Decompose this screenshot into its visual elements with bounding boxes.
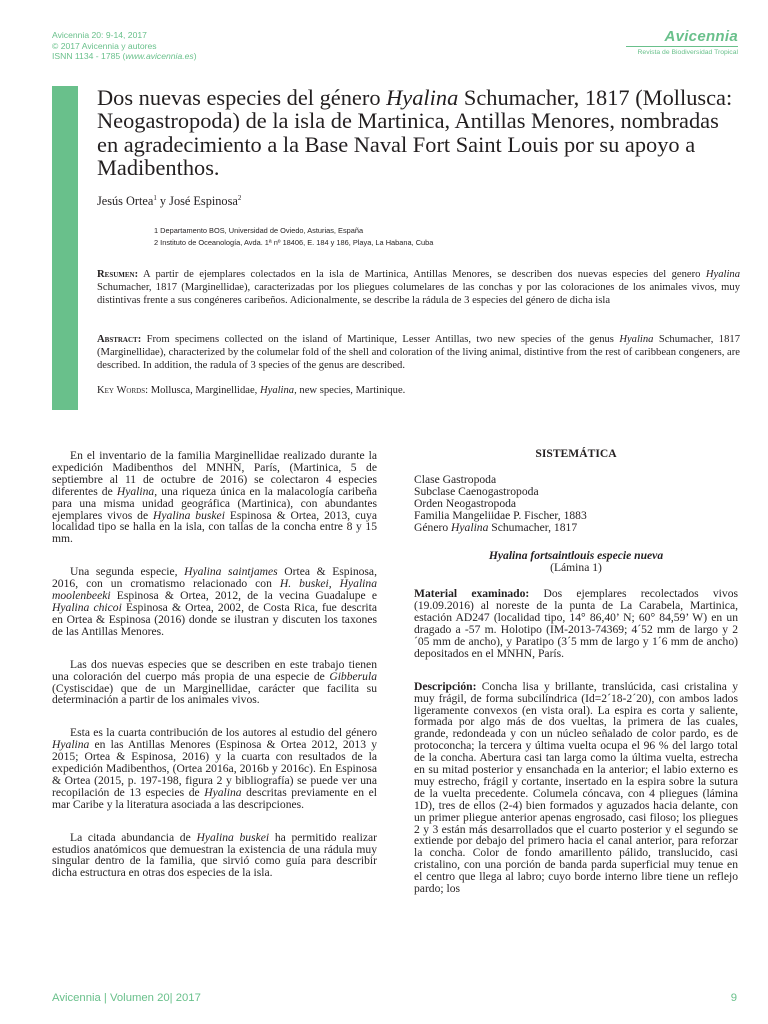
resumen-text: Schumacher, 1817 (Marginellidae), caracterizadas por los pliegues columelares de las conchas y por las coloraciones de los animales vivos, muy distintivas frente a sus congéneres caribeños. Adicionalmente, se describe la rádula de 3 especies del género de dicha isla [97,282,740,307]
issn-site-link[interactable]: www.avicennia.es [125,51,194,62]
resumen-block [97,268,740,308]
resumen-text: A partir de ejemplares colectados en la isla de Martinica, Antillas Menores, se describen dos nuevas especies del genero [138,269,706,280]
para-text: Espinosa & Ortea, 2002, de Costa Rica, fue descrita en Ortea & Espinosa (2016) donde se ilustran y discuten los taxones de las Antillas Menores. [52,600,378,638]
body-paragraph [52,727,377,810]
taxonomy-line: Familia Mangeliidae P. Fischer, 1883 [414,508,587,522]
genus-text: Género [414,520,452,534]
para-text: Esta es la cuarta contribución de los autores al estudio del género [70,726,377,740]
para-italic: H. buskei, Hyalina moolenbeeki [52,577,377,603]
brand-divider [626,46,738,47]
para-text: Espinosa & Ortea, 2012, de la vecina Guadalupe e [110,589,377,603]
article-title [97,86,737,179]
title-part: Schumacher, 1817 (Mollusca: Neogastropoda) de la isla de Martinica, Antillas Menores, nombradas en agradecimiento a la Base Naval Fort Saint Louis por su apoyo a Madibenthos. [97,85,733,180]
right-column [414,448,738,916]
para-text: descritas previamente en el mar Caribe y la literatura asociada a las descripciones. [52,785,377,811]
taxonomy-list [414,474,738,534]
para-text: La citada abundancia de [70,830,197,844]
abstract-block [97,333,740,373]
description-paragraph [414,681,738,895]
title-genus: Hyalina [386,85,459,110]
para-italic: Hyalina [204,785,242,799]
description-text: Concha lisa y brillante, translúcida, casi cristalina y muy frágil, de forma subcilíndrica (Id=2´18-2´20), con ambos lados ligeramente convexos (en vista oral). La espira es corta y saliente, formada por algo más de dos vueltas, la primera de las cuales, grande, redondeada y con un núcleo señalado de color pardo, es de protoconcha; la tercera y última vuelta ocupa el 96 % del largo total de la concha. Abertura casi tan larga como la última vuelta, estrecha en su mitad posterior y ensanchada en la anterior; el labio externo es muy estrecho, frágil y cortante, insertado en la espira sobre la sutura de la vuelta precedente. Columela cóncava, con 4 pliegues (lámina 1D), tres de ellos (2-4) bien formados y aguzados hacia delante, con un primer pliegue anterior apenas engrosado, casi filoso; los pliegues 2 y 3 están más desarrollados que el cuarto posterior y el segundo se extiende por debajo del primero hacia el canal anterior, para reforzar la concha. Color de fondo amarillento pálido, translucido, casi cristalino, con una porción de banda parda superficial muy tenue en el centro que llega al labro; cuyo borde interno libre tiene un reflejo pardo; los [414,679,738,896]
issn-text: ISNN 1134 - 1785 ( [52,51,126,62]
keywords-italic: Hyalina, [259,385,297,396]
author-affiliation-mark: 2 [237,194,242,202]
description-label: Descripción: [414,679,477,693]
keywords-block [97,384,740,397]
section-heading: SISTEMÁTICA [535,447,617,460]
abstract-label: Abstract: [97,334,142,345]
copyright-line: © 2017 Avicennia y autores [52,40,157,51]
author-affiliation-mark: 1 [153,194,157,202]
para-italic: Hyalina saintjames [184,565,278,579]
para-italic: Hyalina [52,738,90,752]
para-text: Ortea & Espinosa, 2016, con un cromatismo relacionado con [52,565,377,591]
issn-close: ) [193,51,197,62]
para-italic: Hyalina [116,484,155,498]
abstract-text: From specimens collected on the island of Martinique, Lesser Antillas, two new species of the genus [141,334,620,345]
taxonomy-line: Orden Neogastropoda [414,496,517,510]
affiliation-item: 1 Departamento BOS, Universidad de Oviedo, Asturias, España [154,226,364,235]
page-number: 9 [730,992,737,1004]
title-part: Dos nuevas especies del género [97,85,387,110]
resumen-italic: Hyalina [705,269,740,280]
para-text: En el inventario de la familia Marginellidae realizado durante la expedición Madibenthos del MNHN, París, (Martinica, 5 de septiembre al 11 de octubre de 2016) se colectaron 4 especies diferentes de [52,449,377,498]
footer-journal: Avicennia | Volumen 20| 2017 [52,992,201,1004]
keywords-text: Mollusca, Marginellidae, [148,385,260,396]
author-name: José Espinosa [169,194,238,209]
genus-italic: Hyalina [451,520,489,534]
taxonomy-line: Subclase Caenogastropoda [414,484,539,498]
para-text: en las Antillas Menores (Espinosa & Ortea 2012, 2013 y 2015; Ortea & Espinosa, 2016) y la cuarta con resultados de la expedición Madibenthos, (Ortea 2016a, 2016b y 2016c). En Espinosa & Ortea (2015, p. 197-198, figura 2 y bibliografía) se puede ver una recopilación de 13 especies de [52,738,377,799]
species-suffix: especie nueva [594,549,664,563]
author-name: Jesús Ortea [97,194,154,209]
taxonomy-line [414,522,738,534]
plate-reference: (Lámina 1) [550,561,602,575]
affiliations [154,225,433,250]
accent-sidebar [52,86,78,410]
para-italic: Hyalina buskei [196,830,270,844]
para-text: (Cystiscidae) que de un Marginellidae, carácter que facilita su determinación a partir de los animales vivos. [52,681,377,707]
journal-citation [52,30,197,62]
brand-subtitle: Revista de Biodiversidad Tropical [637,49,738,56]
para-italic: Hyalina chicoi [52,600,122,614]
keywords-label: Key Words: [97,385,149,396]
para-text: , una riqueza única en la malacología caribeña para una misma unidad geográfica (Martinica), con abundantes ejemplares vivos de [52,484,377,522]
keywords-text: new species, Martinique. [296,385,406,396]
para-text: Una segunda especie, [70,565,185,579]
body-paragraph [52,566,377,637]
taxonomy-line: Clase Gastropoda [414,472,497,486]
resumen-label: Resumen: [97,269,139,280]
para-italic: Gibberula [329,669,377,683]
author-list [97,194,241,209]
body-paragraph [52,659,377,707]
para-italic: Hyalina buskei [153,508,225,522]
body-paragraph [52,450,377,545]
citation-line: Avicennia 20: 9-14, 2017 [52,30,147,40]
para-text: Las dos nuevas especies que se describen en este trabajo tienen una coloración del cuerpo más propia de una especie de [52,657,377,683]
affiliation-item: 2 Instituto de Oceanología, Avda. 1ª nº 18406, E. 184 y 186, Playa, La Habana, Cuba [154,238,434,248]
species-heading [414,550,738,574]
material-text: Dos ejemplares recolectados vivos (19.09.2016) al noreste de la punta de La Carabela, Martinica, estación AD247 (localidad tipo, 14° 86,40’ N; 60° 84,59’ W) en un dragado a -57 m. Holotipo (IM-2013-74369; 4´52 mm de largo y 2´05 mm de ancho), y Paratipo (3´5 mm de largo y 1´6 mm de ancho) depositados en el MNHN, París. [414,587,739,660]
abstract-text: Schumacher, 1817 (Marginellidae), characterized by the columelar fold of the shell and coloration of the living animal, distintive from the rest of caribbean congeners, are described. In addition, the radula of 3 species of the genus are described. [97,334,740,372]
author-joiner: y [156,194,170,209]
para-text: ha permitido realizar estudios anatómicos que demuestran la existencia de una rádula muy singular dentro de la familia, que sirvió como guía para describir dicha estructura en otras dos especies de la isla. [52,830,377,880]
brand-name: Avicennia [664,28,738,45]
issn-line [52,51,197,62]
species-name: Hyalina fortsaintlouis [488,549,595,563]
genus-text: Schumacher, 1817 [488,520,578,534]
journal-logo [626,28,738,56]
para-text: Espinosa & Ortea, 2013, cuya localidad tipo se halla en la isla, con tallas de la concha entre 8 y 15 mm. [52,508,377,546]
body-paragraph [52,832,377,880]
abstract-italic: Hyalina [619,334,654,345]
material-label: Material examinado: [414,587,530,601]
material-paragraph [414,588,738,659]
left-column [52,450,377,900]
